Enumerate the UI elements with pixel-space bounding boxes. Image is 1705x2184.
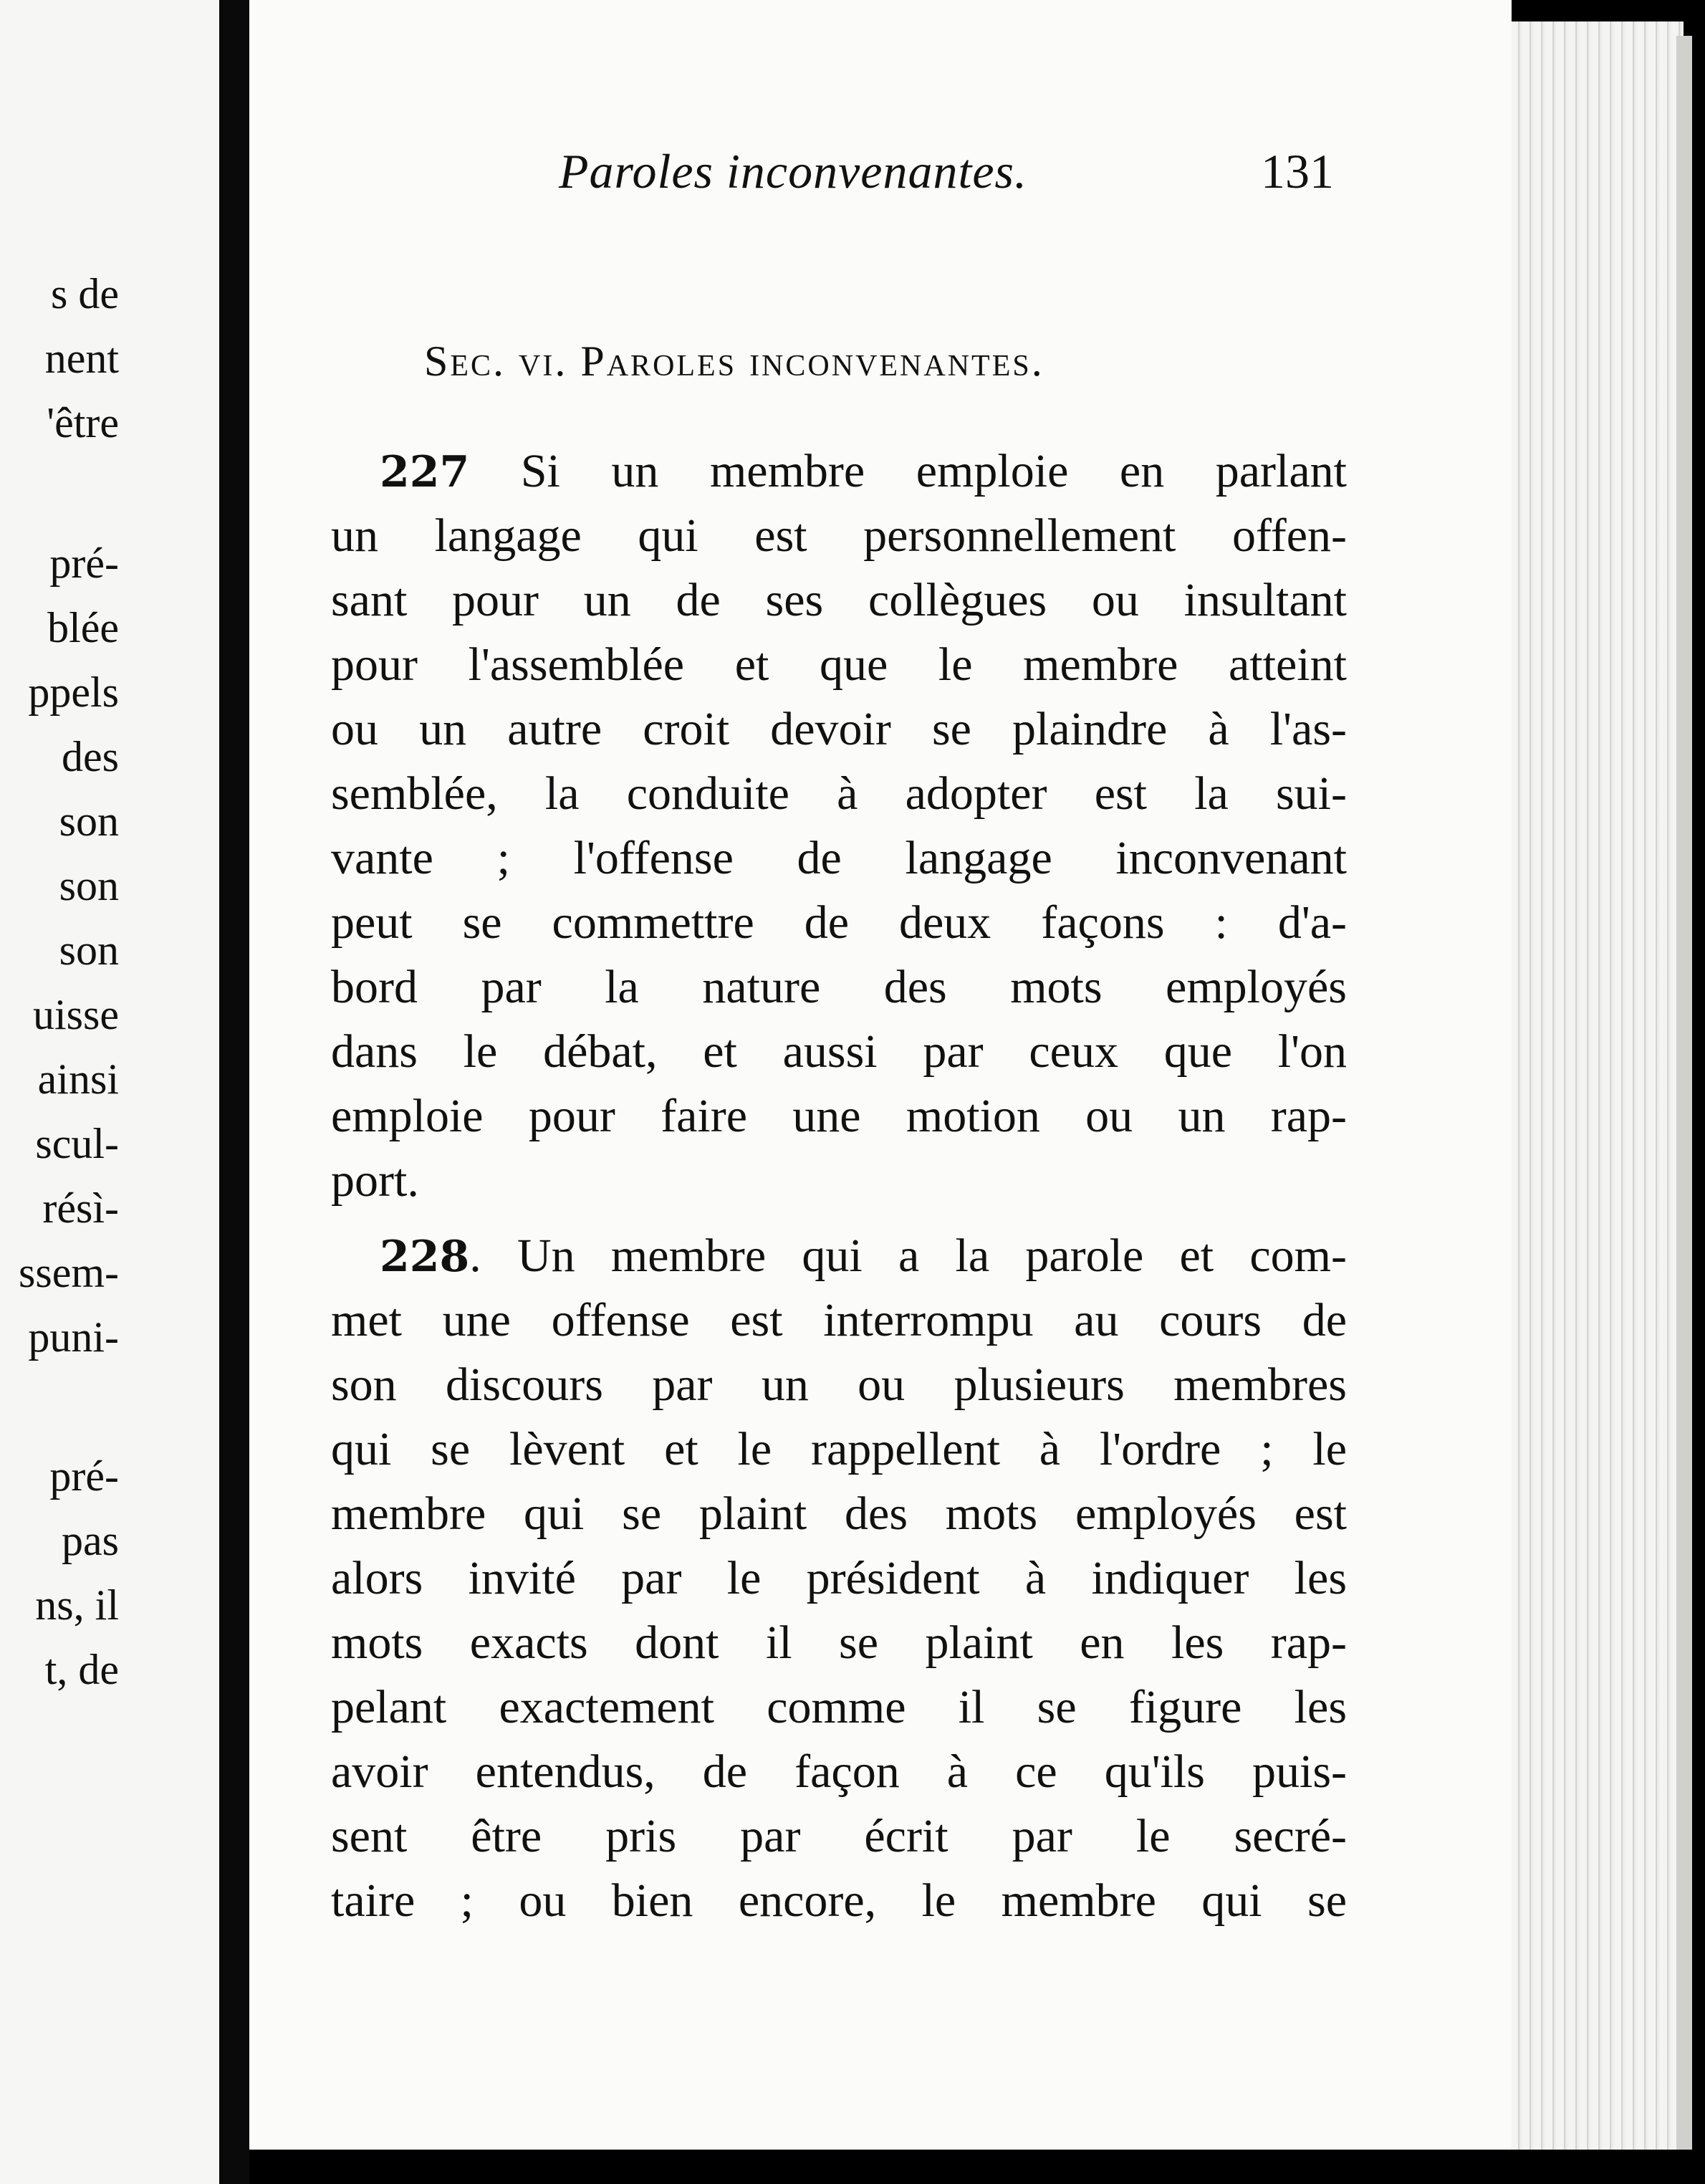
paragraph-228-line: alors invité par le président à indiquer les (331, 1552, 1347, 1604)
paragraph-228-line: 228. Un membre qui a la parole et com- (380, 1230, 1347, 1282)
paragraph-227-line: ou un autre croit devoir se plaindre à l'as- (331, 703, 1347, 755)
left-text-fragment: ssem- (19, 1249, 119, 1296)
paragraph-227-line: emploie pour faire une motion ou un rap- (331, 1090, 1347, 1142)
paragraph-227-line: pour l'assemblée et que le membre atteint (331, 638, 1347, 691)
paragraph-228-line: avoir entendus, de façon à ce qu'ils puis- (331, 1745, 1347, 1798)
left-text-fragment: t, de (44, 1646, 119, 1693)
left-text-fragment: nent (44, 335, 119, 382)
paragraph-228-line: son discours par un ou plusieurs membres (331, 1359, 1347, 1411)
page-fore-edge (1512, 21, 1684, 2164)
paragraph-227-line: 227 Si un membre emploie en parlant (380, 445, 1348, 497)
paragraph-228-line: mots exacts dont il se plaint en les rap- (331, 1617, 1347, 1669)
page-edge-shadow (1676, 36, 1692, 2157)
paragraph-227-line: port. (331, 1154, 419, 1207)
left-text-fragment: pré- (49, 1452, 119, 1500)
left-page (0, 0, 219, 2184)
paragraph-227-line: dans le débat, et aussi par ceux que l'on (331, 1025, 1347, 1078)
paragraph-228-line: taire ; ou bien encore, le membre qui se (331, 1874, 1347, 1927)
paragraph-228-line: qui se lèvent et le rappellent à l'ordre ; le (331, 1423, 1347, 1475)
left-text-fragment: des (62, 733, 119, 780)
paragraph-227-line: un langage qui est personnellement offen- (331, 509, 1347, 562)
left-text-fragment: son (59, 926, 119, 974)
left-text-fragment: uisse (33, 991, 119, 1038)
section-heading: Sec. vi. Paroles inconvenantes. (424, 337, 1044, 385)
paragraph-number: 227 (380, 447, 470, 497)
left-text-fragment: scul- (35, 1120, 119, 1167)
left-text-fragment: puni- (28, 1313, 119, 1361)
bottom-border (249, 2150, 1705, 2184)
left-text-fragment: ainsi (37, 1055, 119, 1103)
book-gutter (219, 0, 249, 2184)
paragraph-228-line: membre qui se plaint des mots employés est (331, 1488, 1347, 1540)
left-text-fragment: résì- (42, 1184, 119, 1232)
paragraph-228-line: sent être pris par écrit par le secré- (331, 1810, 1347, 1862)
paragraph-227-line: bord par la nature des mots employés (331, 961, 1347, 1013)
left-text-fragment: son (59, 798, 119, 845)
paragraph-227-line: sant pour un de ses collègues ou insultant (331, 574, 1347, 626)
running-head: Paroles inconvenantes. (559, 144, 1027, 198)
left-text-fragment: pas (62, 1517, 119, 1564)
left-text-fragment: ppels (28, 669, 119, 716)
paragraph-228-line: met une offense est interrompu au cours de (331, 1294, 1347, 1346)
paragraph-227-line: semblée, la conduite à adopter est la sui- (331, 767, 1347, 820)
left-text-fragment: s de (51, 270, 119, 317)
left-text-fragment: pré- (49, 540, 119, 587)
left-text-fragment: ns, il (35, 1581, 119, 1629)
left-text-fragment: blée (47, 604, 119, 651)
paragraph-227-line: peut se commettre de deux façons : d'a- (331, 896, 1347, 949)
paragraph-227-line: vante ; l'offense de langage inconvenant (331, 832, 1347, 884)
left-text-fragment: 'être (47, 399, 119, 446)
left-text-fragment: son (59, 862, 119, 909)
paragraph-228-line: pelant exactement comme il se figure les (331, 1681, 1347, 1733)
paragraph-number: 228 (380, 1232, 470, 1282)
page-number: 131 (1261, 144, 1334, 198)
